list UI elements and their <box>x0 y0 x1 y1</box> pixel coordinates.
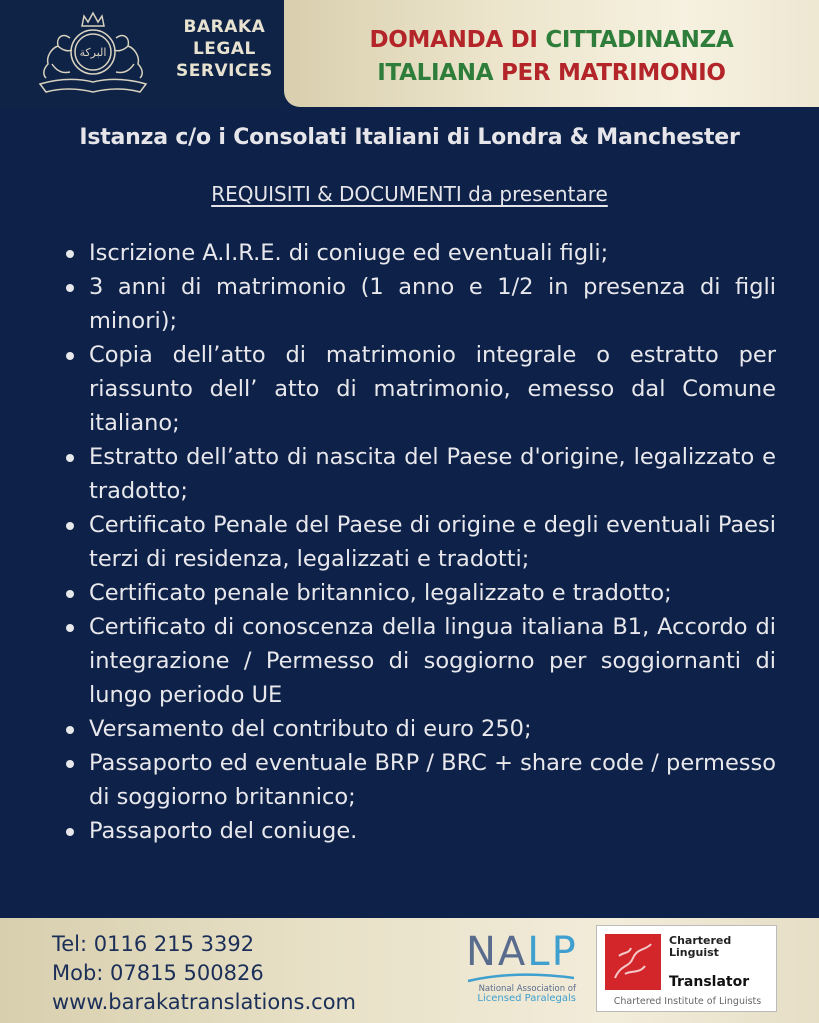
list-item <box>66 236 776 270</box>
list-item <box>66 270 776 338</box>
list-item <box>66 508 776 576</box>
dragon-icon <box>605 934 661 990</box>
list-item-text: Copia dell’atto di matrimonio integrale o estratto per riassunto dell’ atto di matrimonio, emesso dal Comune italiano; <box>89 342 776 436</box>
logo-line-1: BARAKA <box>183 17 266 37</box>
bullet-icon <box>66 352 74 360</box>
website-link[interactable]: www.barakatranslations.com <box>52 990 357 1014</box>
nalp-subtitle-2-text: Licensed Paralegals <box>477 993 576 1004</box>
cil-role: Translator <box>669 974 750 990</box>
nalp-logo <box>466 929 581 1018</box>
cil-emblem-icon <box>605 934 661 990</box>
cil-org: Chartered Institute of Linguists <box>613 996 762 1007</box>
logo <box>0 0 284 107</box>
bullet-icon <box>66 250 74 258</box>
phone-number[interactable]: Tel: 0116 215 3392 <box>52 932 255 956</box>
list-item <box>66 610 776 712</box>
nalp-subtitle-2 <box>466 994 576 1004</box>
crest-arabic-text: البركة <box>79 46 107 59</box>
nalp-subtitle-1: National Association of <box>478 984 576 994</box>
list-item <box>66 712 776 746</box>
title-part: DOMANDA DI <box>369 27 546 53</box>
list-item <box>66 338 776 440</box>
title-part: ITALIANA <box>377 60 501 86</box>
cil-line-2: Linguist <box>669 946 719 959</box>
bullet-icon <box>66 726 74 734</box>
list-item-text: Iscrizione A.I.R.E. di coniuge ed eventuali figli; <box>89 240 609 266</box>
cil-line-1: Chartered <box>669 934 732 947</box>
title-line-1 <box>284 27 819 53</box>
title-banner <box>284 0 819 107</box>
title-part: PER MATRIMONIO <box>500 60 726 86</box>
bullet-icon <box>66 760 74 768</box>
crest-icon <box>28 8 158 100</box>
list-item-text: Estratto dell’atto di nascita del Paese d'origine, legalizzato e tradotto; <box>89 444 776 504</box>
list-item-text: Passaporto ed eventuale BRP / BRC + share code / permesso di soggiorno britannico; <box>89 750 776 810</box>
mobile-number[interactable]: Mob: 07815 500826 <box>52 961 264 985</box>
section-heading: REQUISITI & DOCUMENTI da presentare <box>211 182 608 206</box>
list-item <box>66 814 776 848</box>
list-item-text: 3 anni di matrimonio (1 anno e 1/2 in presenza di figli minori); <box>89 274 776 334</box>
bullet-icon <box>66 522 74 530</box>
subtitle: Istanza c/o i Consolati Italiani di Londra & Manchester <box>79 125 740 150</box>
list-item-text: Passaporto del coniuge. <box>89 818 358 844</box>
list-item <box>66 746 776 814</box>
bullet-icon <box>66 590 74 598</box>
logo-text <box>176 16 273 82</box>
header <box>0 0 819 107</box>
bullet-icon <box>66 624 74 632</box>
logo-line-2: LEGAL <box>192 39 256 59</box>
list-item-text: Certificato di conoscenza della lingua italiana B1, Accordo di integrazione / Permesso di soggiorno per soggiornanti di lungo periodo UE <box>89 614 776 708</box>
bullet-icon <box>66 828 74 836</box>
title-part: CITTADINANZA <box>545 27 734 53</box>
nalp-na: NA <box>466 929 528 975</box>
requirements-list <box>66 236 776 848</box>
list-item-text: Versamento del contributo di euro 250; <box>89 716 532 742</box>
bullet-icon <box>66 454 74 462</box>
nalp-lp: LP <box>527 929 578 975</box>
list-item <box>66 440 776 508</box>
list-item <box>66 576 776 610</box>
logo-line-3: SERVICES <box>176 61 273 81</box>
nalp-wordmark <box>466 929 581 975</box>
cil-badge <box>596 925 777 1012</box>
title-line-2 <box>284 60 819 86</box>
bullet-icon <box>66 284 74 292</box>
cil-title <box>669 935 731 959</box>
list-item-text: Certificato Penale del Paese di origine e degli eventuali Paesi terzi di residenza, legalizzati e tradotti; <box>89 512 776 572</box>
list-item-text: Certificato penale britannico, legalizzato e tradotto; <box>89 580 672 606</box>
contact-info <box>52 930 356 1017</box>
